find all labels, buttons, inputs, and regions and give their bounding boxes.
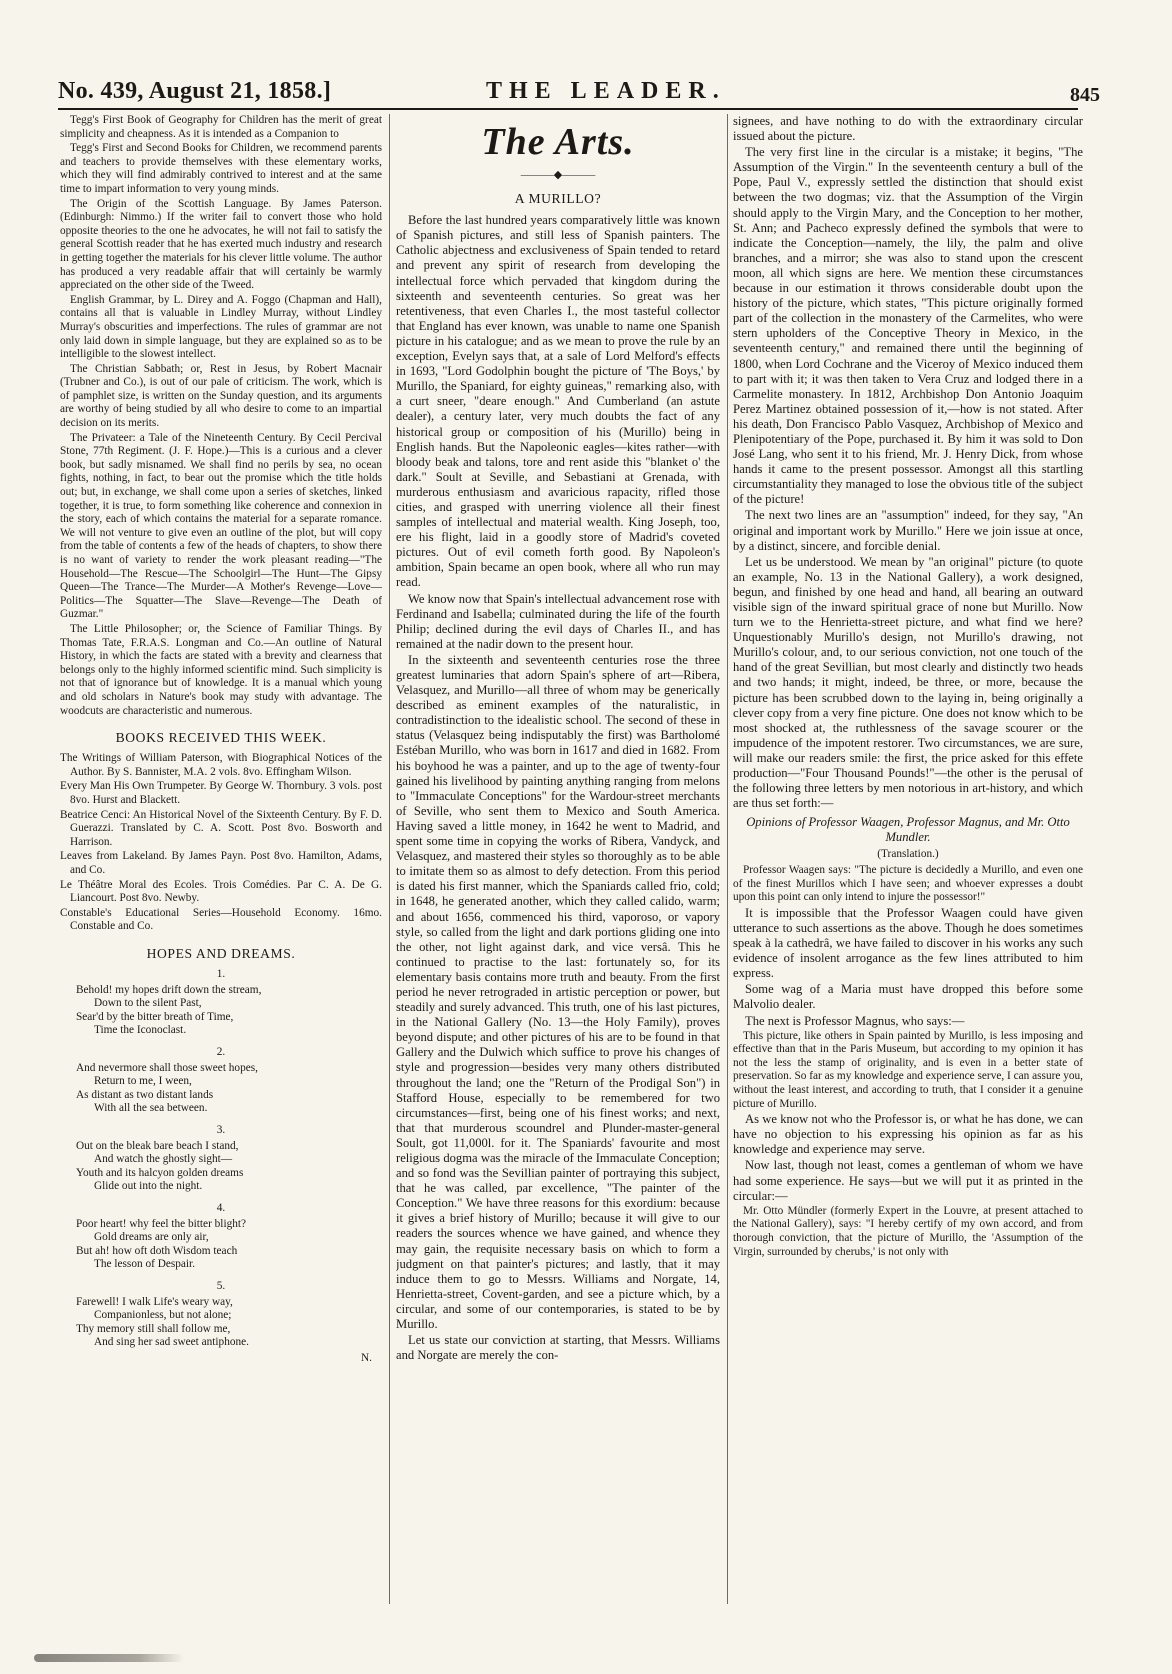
poem-line: Behold! my hopes drift down the stream, — [76, 983, 262, 996]
article-paragraph: Some wag of a Maria must have dropped this before some Malvolio dealer. — [733, 982, 1083, 1012]
header-rule — [58, 108, 1078, 110]
poem-line: And nevermore shall those sweet hopes, — [76, 1061, 258, 1074]
review-paragraph: Tegg's First Book of Geography for Children has the merit of great simplicity and cheapness. As it is intended as a Companion to — [60, 114, 382, 140]
article-paragraph: The next two lines are an "assumption" indeed, for they say, "An original and important work by Murillo." Here we join issue at once, by a distinct, sincere, and forcible denial. — [733, 508, 1083, 553]
poem-line: The lesson of Despair. — [94, 1258, 196, 1271]
article-paragraph: Let us be understood. We mean by "an original" picture (to quote an example, No. 13 in the National Gallery), a work designed, begun, and finished by one head and hand, all bearing an outward visible sign of the inward spiritual grace of none but Murillo. Now turn we to the Henrietta-street picture, and what find we here? Unquestionably Murillo's design, not Murillo's drawing, not Murillo's colour, and, to our serious conviction, not one touch of the hand of the great Sevillian, but most clearly and distinctly two heads and two hands; it might, indeed, be three, or more, because the picture has been scrubbed down to the laying in, being originally a clever copy from a very fine picture. One does not know which to be most shocked at, the ruthlessness of the savage scourer or the impudence of the impotent restorer. Two circumstances, we are sure, will make our readers smile: the first, the price asked for this effete production—"Four Thousand Pounds!"—the other is the perusal of the following three letters by men notorious in art-history, and which are thus set forth:— — [733, 554, 1083, 811]
poem — [60, 968, 382, 1350]
poem-line: Down to the silent Past, — [94, 997, 202, 1010]
article-paragraph: As we know not who the Professor is, or what he has done, we can have no objection to his expressing his opinion as far as his knowledge and experience may serve. — [733, 1112, 1083, 1157]
article-paragraph: We know now that Spain's intellectual advancement rose with Ferdinand and Isabella; culminated during the life of the fourth Philip; declined during the evil days of Charles II., and has remained at the nadir down to the present hour. — [396, 591, 720, 651]
opinions-subheading: Opinions of Professor Waagen, Professor Magnus, and Mr. Otto Mundler. — [746, 815, 1070, 845]
book-entry: Leaves from Lakeland. By James Payn. Post 8vo. Hamilton, Adams, and Co. — [60, 850, 382, 876]
poem-line: Gold dreams are only air, — [94, 1231, 209, 1244]
poem-line: Farewell! I walk Life's weary way, — [76, 1295, 233, 1308]
page-header — [58, 78, 1108, 108]
article-paragraph: In the sixteenth and seventeenth centuries rose the three greatest luminaries that adorn Spain's sphere of art—Ribera, Velasquez, and Murillo—all three of whom may be generically described as eminent examples of the naturalistic, in contradistinction to the idealistic school. The second of these in status (Velasquez being indisputably the first) was Bartholomé Estéban Murillo, who was born in 1617 and died in 1682. From his boyhood he was a painter, and up to the age of twenty-four gained his livelihood by painting anything ranging from melons to "Immaculate Conceptions" for the Wardour-street merchants of Seville, who sent them to Mexico and South America. Having saved a little money, in 1642 he went to Madrid, and spent some time in copying the works of Ribera, Vandyck, and Velasquez, and mastered their styles so thoroughly as to be able to imitate them so as almost to defy detection. From this period is dated his first manner, which the Spaniards called frio, cold; in 1648, he generated another, which they called calido, warm; and about 1656, commenced his third, vaporoso, or vapory style, so called from the light and dark portions gliding one into the other, not light against dark, and vice versâ. This he continued to practise to the last: fortunately so, for its elementary basis contains more truth and beauty. From the first period he never retrograded in artistic perception or power, but steadily and surely advanced. This truth, one of his last pictures, in the National Gallery (No. 13—the Holy Family), proves beyond dispute; and other pictures of his are to be found in that Gallery and the Dulwich which suffice to prove his changes of style and progression—besides very many others distributed throughout the land; one the "Return of the Prodigal Son") in Stafford House, especially to be remembered for two circumstances—first, being one of his finest works; and next, that that murderous scoundrel and Plunder-master-general Soult, got 11,000l. for it. The Spaniards' favourite and most religious dogma was the miracle of the Immaculate Conception; and so fond was the Sevillian painter of portraying this subject, that he was called, par excellence, "The painter of the Conception." We have three reasons for this exordium: because it gives a brief history of Murillo; because it will give to our readers the sources whence we have gained, and whence they may gain, the requisite necessary basis on which to form a judgment on that painter's pictures; and lastly, that it may induce them to go to Messrs. Williams and Norgate, 14, Henrietta-street, Covent-garden, and see a picture which, by a circular, and some of our contemporaries, is stated to be by Murillo. — [396, 652, 720, 1332]
article-paragraph: Before the last hundred years comparatively little was known of Spanish pictures, and still less of Spanish painters. The Catholic abjectness and exclusiveness of Spain tended to retard and prevent any spirit of research from developing the intellectual force which pervaded that kingdom during the sixteenth and seventeenth centuries. So great was her retentiveness, that even Charles I., the most tasteful collector that England has ever known, was unable to name one Spanish picture in his catalogue; and as we mean to prove the rule by an exception, Evelyn says that, at a sale of Lord Melford's effects in 1693, "Lord Godolphin bought the picture of 'The Boys,' by Murillo, the Spaniard, for eighty guineas," remarking also, with a curt sneer, "deare enough." And Cumberland (an astute dealer), a century later, very much doubts the fact of any historical group or composition of his (Murillo) being in English hands. But the Napoleonic eagles—kites rather—with bloody beak and talons, tore and rent aside this "blanket o' the dark." Soult at Seville, and Sebastiani at Grenada, with murderous enthusiasm and avaricious rapacity, rifled those cities, and grasped with unerring violence all their finest samples of intellectual and material wealth. King Joseph, too, ere his flight, laid in a goodly store of Madrid's coveted pictures. Out of evil cometh forth good. By Napoleon's ambition, Spain became an open book, where all who run may read. — [396, 213, 720, 590]
poem-line: Glide out into the night. — [94, 1180, 203, 1193]
review-paragraph: The Origin of the Scottish Language. By James Paterson. (Edinburgh: Nimmo.) If the writer fail to convert those who hold opposite theories to the one he advocates, he will not fail to satisfy the general Scottish reader that he has exerted much industry and research in getting together the materials for his clever little volume. The author has produced a very readable affair that will certainly be warmly appreciated on the other side of the Tweed. — [60, 197, 382, 292]
poem-line: With all the sea between. — [94, 1102, 208, 1115]
poem-title: HOPES AND DREAMS. — [146, 945, 296, 961]
article-paragraph: Now last, though not least, comes a gentleman of whom we have had some experience. He says—but we will put it as printed in the circular:— — [733, 1158, 1083, 1203]
book-entry: Constable's Educational Series—Household Economy. 16mo. Constable and Co. — [60, 906, 382, 933]
books-received-heading: BOOKS RECEIVED THIS WEEK. — [115, 730, 327, 746]
book-entry: Every Man His Own Trumpeter. By George W. Thornbury. 3 vols. post 8vo. Hurst and Blackett. — [60, 780, 382, 806]
books-received-list — [60, 752, 382, 934]
article-paragraph: Let us state our conviction at starting, that Messrs. Williams and Norgate are merely the con- — [396, 1333, 720, 1363]
poem-line: Sear'd by the bitter breath of Time, — [76, 1010, 234, 1023]
poem-stanza — [60, 1280, 382, 1350]
ornament-rule: ———◆——— — [520, 169, 596, 181]
poem-line: Youth and its halcyon golden dreams — [76, 1166, 244, 1179]
magnus-quote: This picture, like others in Spain painted by Murillo, is less imposing and effective than that in the Paris Museum, but according to my opinion it has not the less the stamp of originality, and is even in a better state of preservation. So far as my knowledge and experience serve, I can assure you, without the least interest, and according to truth, that I consider it a genuine picture of Murillo. — [733, 1029, 1083, 1110]
section-masthead: The Arts. — [481, 121, 635, 163]
waagen-quote: Professor Waagen says: "The picture is decidedly a Murillo, and even one of the finest Murillos which I have seen; and whoever expresses a doubt upon this point can only intend to injure the possessor!" — [733, 864, 1083, 904]
book-entry: Beatrice Cenci: An Historical Novel of the Sixteenth Century. By F. D. Guerazzi. Translated by C. A. Scott. Post 8vo. Bosworth and Harrison. — [60, 808, 382, 848]
article-heading: A MURILLO? — [514, 191, 602, 207]
poem-line: Thy memory still shall follow me, — [76, 1322, 231, 1335]
poem-line: And sing her sad sweet antiphone. — [94, 1336, 249, 1349]
translation-note: (Translation.) — [877, 847, 939, 860]
article-paragraph: The next is Professor Magnus, who says:— — [745, 1013, 965, 1028]
article-paragraph: It is impossible that the Professor Waagen could have given utterance to such assertions as the above. Though he does sometimes speak à la cathedrâ, we have failed to discover in his works any such evidence of insolent arrogance as the few lines attributed to him express. — [733, 905, 1083, 981]
poem-line: Out on the bleak bare beach I stand, — [76, 1139, 239, 1152]
ink-smudge — [34, 1654, 184, 1662]
stanza-number: 1. — [216, 968, 226, 981]
column-reviews — [60, 114, 382, 1644]
poem-stanza — [60, 968, 382, 1038]
mundler-quote: Mr. Otto Mündler (formerly Expert in the Louvre, at present attached to the National Gallery), says: "I hereby certify of my own accord, and from thorough conviction, that the picture of Murillo, the 'Assumption of the Virgin, surrounded by cherubs,' is not only with — [733, 1204, 1083, 1258]
poem-stanza — [60, 1202, 382, 1272]
book-entry: Le Théâtre Moral des Ecoles. Trois Comédies. Par C. A. De G. Liancourt. Post 8vo. Newby. — [60, 878, 382, 905]
poem-stanza — [60, 1124, 382, 1194]
column-divider-1 — [389, 114, 390, 1604]
poem-line: Poor heart! why feel the bitter blight? — [76, 1217, 247, 1230]
stanza-number: 4. — [216, 1201, 226, 1214]
book-entry: The Writings of William Paterson, with Biographical Notices of the Author. By S. Bannister, M.A. 2 vols. 8vo. Effingham Wilson. — [60, 752, 382, 778]
issue-date: No. 439, August 21, 1858.] — [58, 78, 332, 104]
stanza-number: 3. — [216, 1123, 226, 1136]
poem-line: Return to me, I ween, — [94, 1075, 192, 1088]
review-paragraph: Tegg's First and Second Books for Children, we recommend parents and teachers to provide themselves with these elementary works, which they will find admirably contrived to interest and at the same time to impart information to very young minds. — [60, 142, 382, 195]
poem-line: Time the Iconoclast. — [94, 1024, 187, 1037]
article-paragraph: signees, and have nothing to do with the extraordinary circular issued about the picture. — [733, 114, 1083, 144]
poem-line: As distant as two distant lands — [76, 1088, 214, 1101]
article-paragraph: The very first line in the circular is a mistake; it begins, "The Assumption of the Virgin." In the seventeenth century a bull of the Pope, Paul V., expressly settled the distinction that should exist between the two dogmas; viz. that the Assumption of the Virgin should apply to the Virgin Mary, and the Conception to her mother, St. Ann; and Pacheco expressly defined the symbols that were to indicate the Conception—namely, the lily, the palm and olive branches, and a mirror; she was also to stand upon the crescent moon, all which signs are here. We mention these circumstances because in our estimation it throws considerable doubt upon the history of the picture, which states, "This picture originally formed part of the collection in the monastery of the Carmelites, who were stern upholders of the Conceptive Theory in Mexico, in the seventeenth century," and remained there until the beginning of 1800, when Lord Cochrane and the Viceroy of Mexico induced them to part with it; it was then taken to Vera Cruz and lodged there in a Carmelite monastery. In 1812, Archbishop Don Antonio Joaquim Perez Martinez obtained possession of it,—how is not stated. After his death, Don Francisco Pablo Vasquez, Archbishop of Mexico and Plenipotentiary of the Pope, purchased it. By him it was sold to Don José Lang, who sent it to his friend, Mr. J. Henry Dick, from whose hands it came to the present possessor. Amongst all this startling circumstantiality they managed to lose the obvious title of the subject of the picture! — [733, 145, 1083, 507]
review-paragraph: The Little Philosopher; or, the Science of Familiar Things. By Thomas Tate, F.R.A.S. Longman and Co.—An outline of Natural History, in which the facts are stated with a brevity and clearness that belongs only to the highly informed scientific mind. Such simplicity is not that of ignorance but of knowledge. It is a manual which young and old scholars in Nature's book may study with advantage. The woodcuts are characteristic and numerous. — [60, 622, 382, 717]
column-divider-2 — [727, 114, 728, 1604]
stanza-number: 5. — [216, 1279, 226, 1292]
newspaper-title: THE LEADER. — [486, 78, 726, 104]
column-arts — [396, 114, 720, 1644]
review-paragraph: The Christian Sabbath; or, Rest in Jesus, by Robert Macnair (Trubner and Co.), is out of our pale of criticism. The work, which is of pamphlet size, is written on the Sunday question, and its arguments are worthy of being studied by all who desire to come to an impartial decision on its merits. — [60, 362, 382, 430]
review-paragraph: The Privateer: a Tale of the Nineteenth Century. By Cecil Percival Stone, 77th Regiment. (J. F. Hope.)—This is a curious and a clever book, but sadly misnamed. We shall find no perils by sea, no ocean fights, nothing, in fact, to bear out the promise which the title holds out; but, in exchange, we shall come upon a series of sketches, linked together, it is true, to form something like coherence and connexion in the story, each of which contains the material for a separate romance. We will not venture to give even an outline of the plot, but will copy from the table of contents a few of the heads of chapters, to show there is no want of variety to render the work pleasant reading—"The Household—The Rescue—The Schoolgirl—The Hunt—The Gipsy Queen—The Trance—The Murder—A Mother's Revenge—Love—Politics—The Squatter—The Slave—Revenge—The Death of Guzmar." — [60, 431, 382, 621]
poem-stanza — [60, 1046, 382, 1116]
poem-line: But ah! how oft doth Wisdom teach — [76, 1244, 238, 1257]
page-number: 845 — [1070, 84, 1100, 106]
column-arts-continued — [733, 114, 1083, 1644]
stanza-number: 2. — [216, 1046, 226, 1058]
poem-line: And watch the ghostly sight— — [94, 1153, 233, 1166]
poem-line: Companionless, but not alone; — [94, 1309, 232, 1322]
poem-signature: N. — [361, 1351, 372, 1364]
review-paragraph: English Grammar, by L. Direy and A. Foggo (Chapman and Hall), contains all that is valuable in Lindley Murray, without Lindley Murray's obscurities and imperfections. The rules of grammar are not only laid down in simple language, but they are explained so as to be intelligible to the slowest intellect. — [60, 293, 382, 361]
